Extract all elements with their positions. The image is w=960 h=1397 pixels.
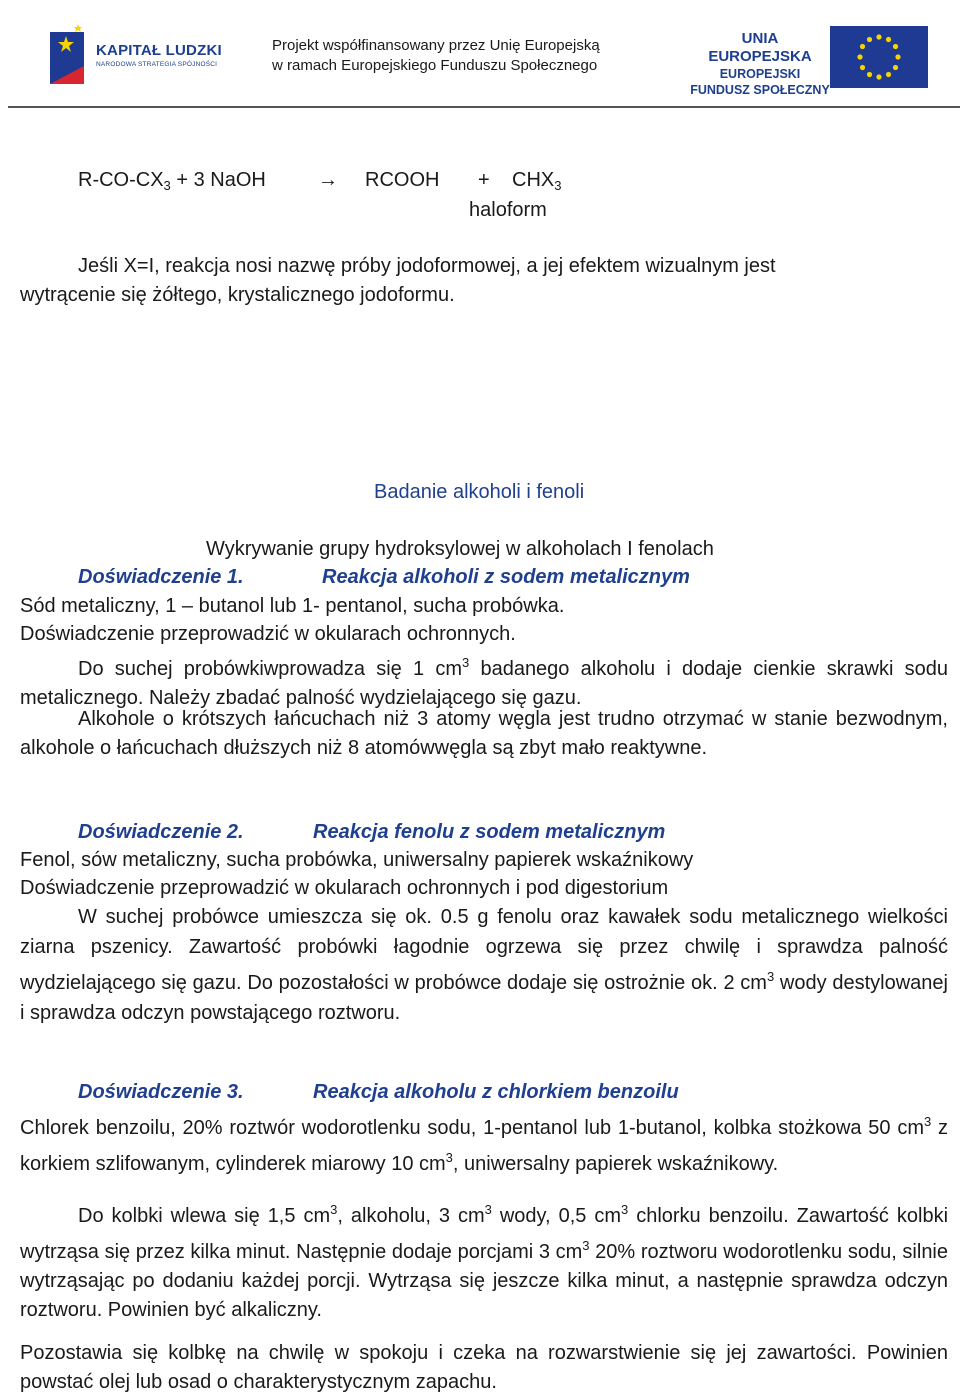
eu-line-2: EUROPEJSKI bbox=[719, 67, 801, 81]
exp3-title: Reakcja alkoholu z chlorkiem benzoilu bbox=[313, 1081, 679, 1103]
exp2-title: Reakcja fenolu z sodem metalicznym bbox=[313, 821, 666, 843]
exp3-mat-sup-1: 3 bbox=[923, 1114, 932, 1129]
product-subscript: 3 bbox=[554, 178, 562, 193]
product-haloform: $CHX_3$ bbox=[512, 169, 562, 193]
intro-line-2: wytrącenie się żółtego, krystalicznego jodoformu. bbox=[20, 284, 455, 306]
intro-line-1: Jeśli X=I, reakcja nosi nazwę próby jodoformowej, a jej efektem wizualnym jest bbox=[78, 255, 776, 277]
exp3-label: Doświadczenie 3. bbox=[78, 1081, 244, 1103]
exp3-proc-sup-3: 3 bbox=[621, 1202, 629, 1217]
kapital-ludzki-title: KAPITAŁ LUDZKI bbox=[96, 42, 222, 59]
exp1-materials: Sód metaliczny, 1 – butanol lub 1- pentanol, sucha probówka. bbox=[20, 595, 565, 617]
exp3-proc-sup-4: 3 bbox=[582, 1238, 590, 1253]
header-divider bbox=[8, 106, 960, 108]
section-subtitle: Wykrywanie grupy hydroksylowej w alkoholach I fenolach bbox=[206, 538, 714, 560]
reaction-equation bbox=[78, 168, 266, 198]
haloform-label: haloform bbox=[469, 199, 547, 221]
reagent: + 3 NaOH bbox=[170, 169, 266, 191]
reactant: R-CO-CX bbox=[78, 169, 164, 191]
exp1-proc-sup: 3 bbox=[462, 655, 470, 670]
eu-fund-text bbox=[690, 30, 830, 98]
section-title: Badanie alkoholi i fenoli bbox=[374, 481, 585, 503]
eu-flag-icon bbox=[830, 26, 928, 88]
plus-sign: + bbox=[478, 169, 490, 191]
exp1-procedure: Do suchej probówkiwprowadza się 1 $cm^3$ badanego alkoholu i dodaje cienkie skrawki sodu metalicznego. Należy zbadać palność wydzielającego się gazu. bbox=[20, 655, 948, 709]
exp1-note: Alkohole o krótszych łańcuchach niż 3 atomy węgla jest trudno otrzymać w stanie bezwodnym, alkohole o łańcuchach dłuższych niż 8 atomówwęgla są zbyt mało reaktywne. bbox=[20, 708, 948, 759]
reaction-arrow: → bbox=[318, 169, 338, 191]
exp3-proc-sup-2: 3 bbox=[484, 1202, 492, 1217]
exp1-label: Doświadczenie 1. bbox=[78, 566, 244, 588]
exp1-safety: Doświadczenie przeprowadzić w okularach ochronnych. bbox=[20, 623, 516, 645]
page-header bbox=[0, 0, 960, 108]
exp2-materials: Fenol, sów metaliczny, sucha probówka, uniwersalny papierek wskaźnikowy bbox=[20, 849, 694, 871]
exp3-materials: Chlorek benzoilu, 20% roztwór wodorotlenku sodu, 1-pentanol lub 1-butanol, kolbka stożkowa 50 $cm^3$ z korkiem szlifowanym, cylinderek miarowy 10 $cm^3$, uniwersalny papierek wskaźnikowy. bbox=[20, 1114, 948, 1175]
project-line-2: w ramach Europejskiego Funduszu Społecznego bbox=[272, 57, 598, 74]
exp2-proc-sup: 3 bbox=[766, 969, 775, 984]
eu-line-1: UNIA EUROPEJSKA bbox=[708, 30, 812, 65]
reactant-subscript: 3 bbox=[163, 178, 171, 193]
kapital-ludzki-subtitle: NARODOWA STRATEGIA SPÓJNOŚCI bbox=[96, 61, 218, 68]
exp3-procedure: Do kolbki wlewa się 1,5 $cm^3$, alkoholu, 3 $cm^3$ wody, 0,5 $cm^3$ chlorku benzoilu. Zawartość kolbki wytrząsa się przez kilka minut. Następnie dodaje porcjami 3 $cm^3$ 20% roztworu wodorotlenku sodu, silnie wytrząsając po dodaniu każdej porcji. Wytrząsa się jeszcze kilka minut, a następnie sprawdza odczyn roztworu. Powinien być alkaliczny. bbox=[20, 1202, 949, 1321]
exp3-mat-sup-2: 3 bbox=[445, 1150, 453, 1165]
project-info bbox=[272, 36, 632, 76]
eu-line-3: FUNDUSZ SPOŁECZNY bbox=[690, 83, 830, 97]
exp2-safety: Doświadczenie przeprowadzić w okularach ochronnych i pod digestorium bbox=[20, 877, 669, 899]
project-line-1: Projekt współfinansowany przez Unię Europejską bbox=[272, 37, 600, 54]
exp1-title: Reakcja alkoholi z sodem metalicznym bbox=[322, 566, 690, 588]
exp2-procedure: W suchej probówce umieszcza się ok. 0.5 g fenolu oraz kawałek sodu metalicznego wielkości ziarna pszenicy. Zawartość probówki łagodnie ogrzewa się przez chwilę i sprawdza palność wydzielającego się gazu. Do pozostałości w probówce dodaje się ostrożnie ok. 2 $cm^3$ wody destylowanej i sprawdza odczyn powstającego roztworu. bbox=[20, 906, 948, 1024]
product-acid: RCOOH bbox=[365, 169, 440, 191]
exp2-label: Doświadczenie 2. bbox=[78, 821, 244, 843]
exp3-final: Pozostawia się kolbkę na chwilę w spokoju i czeka na rozwarstwienie się jej zawartości. Powinien powstać olej lub osad o charakterystycznym zapachu. bbox=[20, 1342, 948, 1393]
exp3-proc-sup-1: 3 bbox=[330, 1202, 338, 1217]
